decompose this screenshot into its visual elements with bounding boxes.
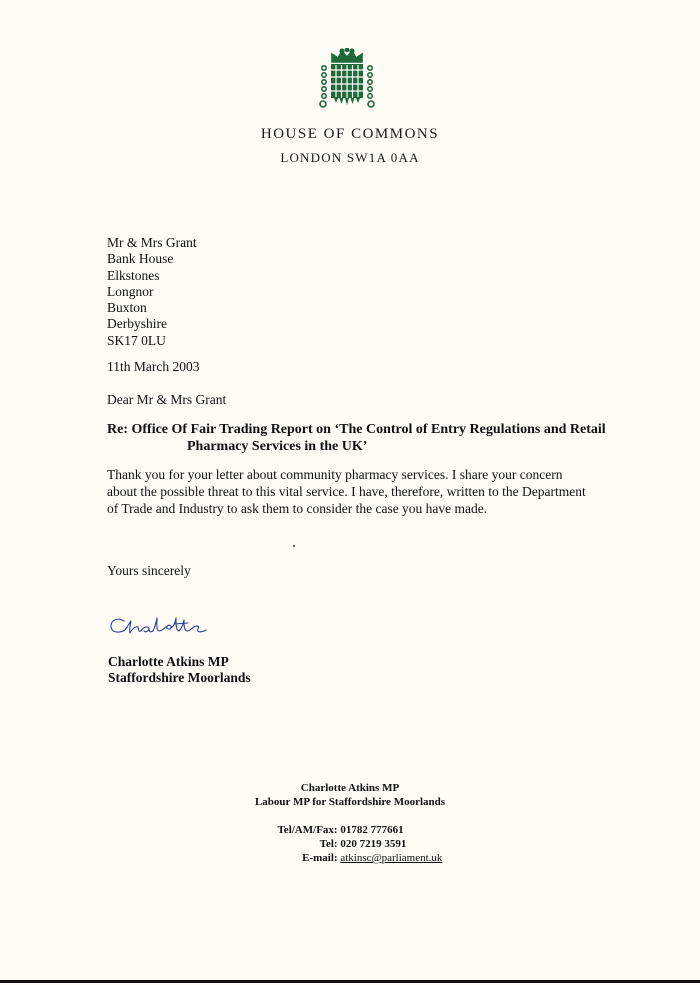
- email-label: E-mail:: [302, 852, 338, 864]
- body-line: of Trade and Industry to ask them to consider the case you have made.: [107, 501, 488, 516]
- ink-speck: [293, 545, 295, 547]
- tel-am-fax-label: Tel/AM/Fax:: [277, 824, 338, 836]
- tel-am-fax-row: [258, 823, 443, 837]
- tel-am-fax-value: 01782 777661: [340, 824, 404, 836]
- salutation: Dear Mr & Mrs Grant: [107, 392, 227, 407]
- address-line: SK17 0LU: [107, 332, 166, 348]
- body-line: about the possible threat to this vital service. I have, therefore, written to the Department: [107, 484, 586, 499]
- address-line: Bank House: [107, 251, 174, 267]
- email-row: [258, 851, 443, 865]
- footer-role: Labour MP for Staffordshire Moorlands: [254, 796, 446, 808]
- contact-details: [258, 823, 443, 865]
- footer-contact: [0, 781, 700, 865]
- recipient-address: [107, 235, 197, 349]
- address-line: Mr & Mrs Grant: [107, 235, 197, 250]
- footer-name: Charlotte Atkins MP: [300, 782, 400, 794]
- subject-line-2: Pharmacy Services in the UK’: [187, 439, 368, 454]
- subject-line-1: Re: Office Of Fair Trading Report on ‘The Control of Entry Regulations and Retail: [107, 422, 606, 437]
- letterhead-address: LONDON SW1A 0AA: [280, 150, 420, 165]
- body-line: Thank you for your letter about community pharmacy services. I share your concern: [107, 467, 563, 482]
- letter-body: [107, 466, 647, 517]
- portcullis-crown-icon: [318, 48, 376, 110]
- signer-block: [108, 654, 251, 686]
- tel-row: [258, 837, 443, 851]
- signer-constituency: Staffordshire Moorlands: [108, 670, 251, 685]
- address-line: Derbyshire: [107, 316, 167, 332]
- email-link[interactable]: atkinsc@parliament.uk: [340, 852, 443, 864]
- address-line: Elkstones: [107, 267, 160, 283]
- page-edge-divider: [0, 980, 700, 983]
- address-line: Buxton: [107, 300, 147, 316]
- handwritten-signature-icon: [108, 612, 212, 642]
- address-line: Longnor: [107, 283, 154, 299]
- signer-name: Charlotte Atkins MP: [108, 654, 229, 669]
- letterhead-title: HOUSE OF COMMONS: [260, 126, 440, 142]
- tel-label: Tel:: [319, 838, 338, 850]
- tel-value: 020 7219 3591: [340, 838, 407, 850]
- closing: Yours sincerely: [107, 563, 191, 578]
- letter-date: 11th March 2003: [107, 359, 200, 374]
- subject-heading: [107, 421, 627, 455]
